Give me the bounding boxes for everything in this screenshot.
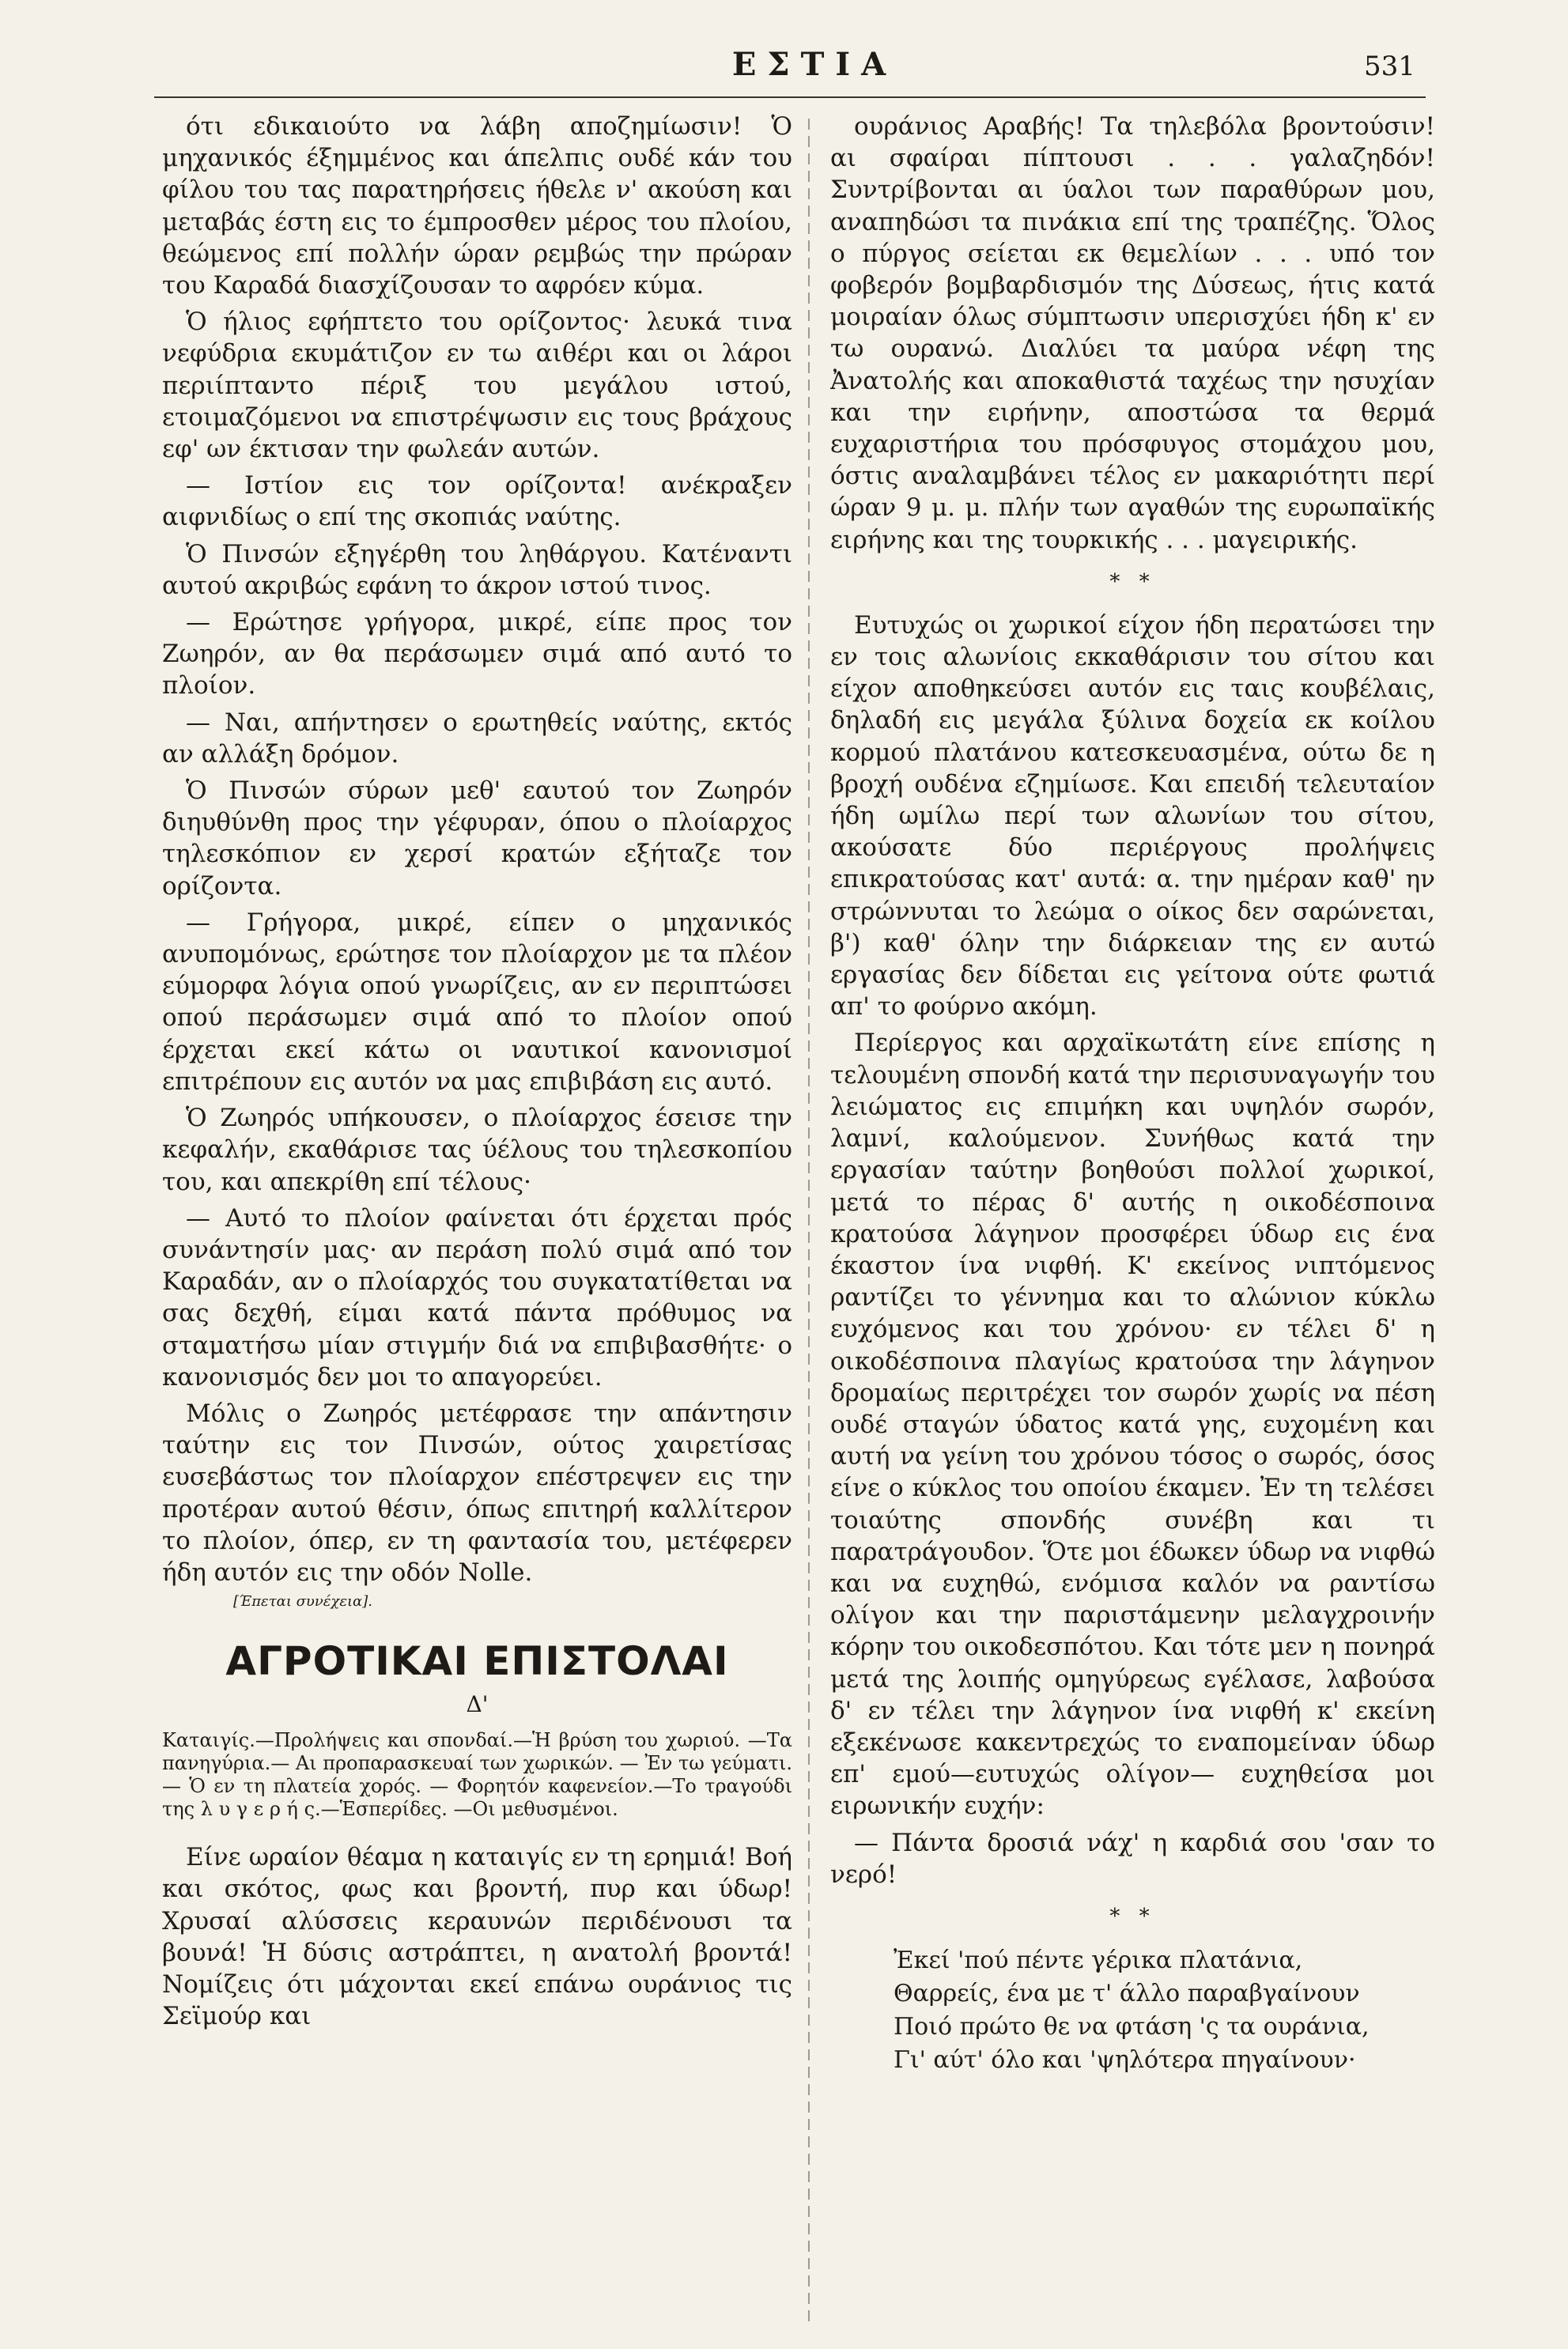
paragraph: — Ερώτησε γρήγορα, μικρέ, είπε προς τον Ζωηρόν, αν θα περάσωμεν σιμά από αυτό το πλοίον. [162,608,792,701]
section-title: ΑΓΡΟΤΙΚΑΙ ΕΠΙΣΤΟΛΑΙ [225,1638,729,1685]
paragraph: Περίεργος και αρχαϊκωτάτη είνε επίσης η τελουμένη σπονδή κατά την περισυναγωγήν του λειώματος εις επιμήκη και υψηλόν σωρόν, λαμνί, καλούμενον. Συνήθως κατά την εργασίαν ταύτην βοηθούσι πολλοί χωρικοί, μετά το πέρας δ' αυτής η οικοδέσποινα κρατούσα λάγηνον προσφέρει ύδωρ εις ένα έκαστον ίνα νιφθή. Κ' εκείνος νιπτόμενος ραντίζει το γέννημα και το αλώνιον κύκλω ευχόμενος και του χρόνου· εν τέλει δ' η οικοδέσποινα πλαγίως κρατούσα την λάγηνον δρομαίως περιτρέχει τον σωρόν χωρίς να πέση ουδέ σταγών ύδατος κατά γης, ευχομένη και αυτή να γείνη του χρόνου τόσος ο σωρός, όσος είνε ο κύκλος του οποίου έκαμεν. Ἐν τη τελέσει τοιαύτης σπονδής συνέβη και τι παρατράγουδον. Ὅτε μοι έδωκεν ύδωρ να νιφθώ και να ευχηθώ, ενόμισα καλόν να ραντίσω ολίγον και την παριστάμενην μελαγχροινήν κόρην του οικοδεσπότου. Και τότε μεν η πονηρά μετά της λοιπής ομηγύρεως εγέλασε, λαβούσα δ' εν τέλει την λάγηνον ίνα νιφθή κ' εκείνη εξεκένωσε κακεντρεχώς το εναπομείναν ύδωρ επ' εμού—ευτυχώς ολίγον— ευχηθείσα μοι ειρωνικήν ευχήν: [830,1029,1435,1821]
poem [894,1944,1435,2077]
paragraph: — Ναι, απήντησεν ο ερωτηθείς ναύτης, εκτός αν αλλάξη δρόμον. [162,708,792,769]
paragraph: Ευτυχώς οι χωρικοί είχον ήδη περατώσει την εν τοις αλωνίοις εκκαθάρισιν του σίτου και είχον αποθηκεύσει αυτόν εις ταις κουβέλαις, δηλαδή εις μεγάλα ξύλινα δοχεία εκ κοίλου κορμού πλατάνου κατεσκευασμένα, ούτω δε η βροχή ουδένα εζημίωσε. Και επειδή τελευταίον ήδη ωμίλω περί των αλωνίων του σίτου, ακούσατε δύο περιέργους προλήψεις επικρατούσας κατ' αυτά: α. την ημέραν καθ' ην στρώννυται το λεώμα ο οίκος δεν σαρώνεται, β') καθ' όλην την διάρκειαν της εν αυτώ εργασίας δεν δίδεται εις γείτονα ούτε φωτιά απ' το φούρνο ακόμη. [830,610,1435,1022]
page-header [0,38,1568,101]
paragraph: ότι εδικαιούτο να λάβη αποζημίωσιν! Ὁ μηχανικός έξημμένος και άπελπις ουδέ κάν του φίλου του τας παρατηρήσεις ήθελε ν' ακούση και μεταβάς έστη εις το έμπροσθεν μέρος του πλοίου, θεώμενος επί πολλήν ώραν ρεμβώς την πρώραν του Καραδά διασχίζουσαν το αφρόεν κύμα. [162,112,792,300]
paragraph: Ὁ Πινσών εξηγέρθη του ληθάργου. Κατέναντι αυτού ακριβώς εφάνη το άκρον ιστού τινος. [162,539,792,600]
paragraph: ουράνιος Αραβής! Τα τηλεβόλα βροντούσιν! αι σφαίραι πίπτουσι . . . γαλαζηδόν! Συντρίβονται αι ύαλοι των παραθύρων μου, αναπηδώσι τα πινάκια επί της τραπέζης. Ὅλος ο πύργος σείεται εκ θεμελίων . . . υπό τον φοβερόν βομβαρδισμόν της Δύσεως, ήτις κατά μοιραίαν όλως σύμπτωσιν υπερισχύει ήδη κ' εν τω ουρανώ. Διαλύει τα μαύρα νέφη της Ἀνατολής και αποκαθιστά ταχέως την ησυχίαν και την ειρήνην, αποστώσα τα θερμά ευχαριστήρια του πρόσφυγος στομάχου μου, όστις αναλαμβάνει τέλος εν μακαριότητι περί ώραν 9 μ. μ. πλήν των αγαθών της ευρωπαϊκής ειρήνης και της τουρκικής . . . μαγειρικής. [830,112,1435,554]
paragraph: — Ιστίον εις τον ορίζοντα! ανέκραξεν αιφνιδίως ο επί της σκοπιάς ναύτης. [162,471,792,532]
paragraph: Ὁ Ζωηρός υπήκουσεν, ο πλοίαρχος έσεισε την κεφαλήν, εκαθάρισε τας ύέλους του τηλεσκοπίου του, και απεκρίθη επί τέλους· [162,1104,792,1196]
header-rule [154,96,1426,98]
continuation-note: [Έπεται συνέχεια]. [233,1593,372,1611]
paragraph: — Πάντα δροσιά νάχ' η καρδιά σου 'σαν το νερό! [830,1828,1435,1889]
poem-line: Ποιό πρώτο θε να φτάση 'ς τα ουράνια, [894,2012,1370,2041]
poem-line: Ἐκεί 'πού πέντε γέρικα πλατάνια, [894,1946,1303,1974]
left-column [162,111,792,2340]
paragraph: — Γρήγορα, μικρέ, είπεν ο μηχανικός ανυπομόνως, ερώτησε τον πλοίαρχον με τα πλέον εύμορφα λόγια οπού γνωρίζεις, αν εν περιπτώσει οπού περάσωμεν σιμά από το πλοίον οπού έρχεται εκεί κάτω οι ναυτικοί κανονισμοί επιτρέπουν εις αυτόν να μας επιβιβάση εις αυτό. [162,908,792,1096]
paragraph: Ὁ ήλιος εφήπτετο του ορίζοντος· λευκά τινα νεφύδρια εκυμάτιζον εν τω αιθέρι και οι λάροι περιίπταντο πέριξ του μεγάλου ιστού, ετοιμαζόμενοι να επιστρέψωσιν εις τους βράχους εφ' ων έκτισαν την φωλεάν αυτών. [162,308,792,464]
page-number: 531 [1364,51,1415,82]
section-summary: Καταιγίς.—Προλήψεις και σπονδαί.—Ἡ βρύση του χωριού. —Τα πανηγύρια.— Αι προπαρασκευαί των χωρικών. — Ἐν τω γεύματι. — Ὁ εν τη πλατεία χορός. — Φορητόν καφενείον.—Το τραγούδι της λ υ γ ε ρ ή ς.—Ἑσπερίδες. —Οι μεθυσμένοι. [162,1729,792,1821]
section-separator: * * [1109,1904,1156,1928]
paragraph: Ὁ Πινσών σύρων μεθ' εαυτού τον Ζωηρόν διηυθύνθη προς την γέφυραν, όπου ο πλοίαρχος τηλεσκόπιον εν χερσί κρατών εξήταζε τον ορίζοντα. [162,776,792,901]
poem-line: Γι' αύτ' όλο και 'ψηλότερα πηγαίνουν· [894,2045,1356,2074]
section-separator: * * [1109,569,1156,594]
right-column [830,111,1435,2340]
masthead: ΕΣΤΙΑ [731,46,897,83]
paragraph: Μόλις ο Ζωηρός μετέφρασε την απάντησιν ταύτην εις τον Πινσών, ούτος χαιρετίσας ευσεβάστως τον πλοίαρχον επέστρεψεν εις την προτέραν αυτού θέσιν, όπως επιτηρή καλλίτερον το πλοίον, όπερ, εν τη φαντασία του, μετέφερεν ήδη αυτόν εις την οδόν Nolle. [162,1399,792,1587]
paragraph: — Αυτό το πλοίον φαίνεται ότι έρχεται πρός συνάντησίν μας· αν περάση πολύ σιμά από τον Καραδάν, αν ο πλοίαρχός του συγκατατίθεται να σας δεχθή, είμαι κατά πάντα πρόθυμος να σταματήσω μίαν στιγμήν διά να επιβιβασθήτε· ο κανονισμός δεν μοι το απαγορεύει. [162,1203,792,1392]
poem-line: Θαρρείς, ένα με τ' άλλο παραβγαίνουν [894,1979,1360,2007]
section-number: Δ' [466,1691,489,1718]
column-divider [808,119,810,2324]
paragraph: Είνε ωραίον θέαμα η καταιγίς εν τη ερημιά! Βοή και σκότος, φως και βροντή, πυρ και ύδωρ! Χρυσαί αλύσσεις κεραυνών περιδένουσι τα βουνά! Ἡ δύσις αστράπτει, η ανατολή βροντά! Νομίζεις ότι μάχονται εκεί επάνω ουράνιος τις Σεϊμούρ και [162,1843,792,2031]
